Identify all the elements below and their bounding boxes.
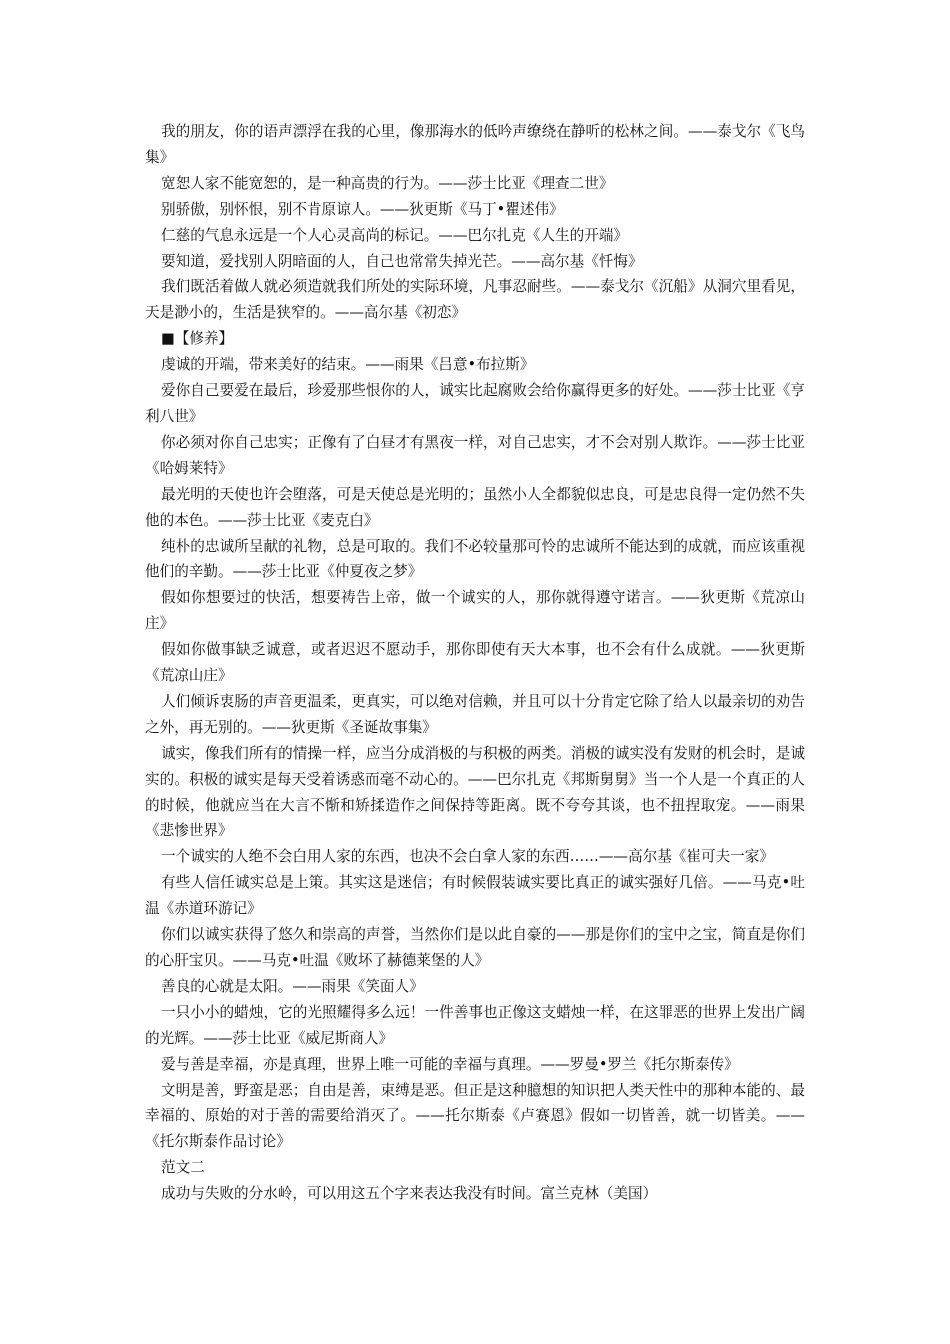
quote-paragraph: 善良的心就是太阳。——雨果《笑面人》 (161, 977, 424, 995)
quote-paragraph: 人们倾诉衷肠的声音更温柔，更真实，可以绝对信赖，并且可以十分肯定它除了给人以最亲切的劝告之外，再无别的。——狄更斯《圣诞故事集》 (145, 692, 805, 736)
quote-paragraph: 宽恕人家不能宽恕的，是一种高贵的行为。——莎士比亚《理查二世》 (161, 174, 614, 192)
quote-paragraph: 一个诚实的人绝不会白用人家的东西，也决不会白拿人家的东西……——高尔基《崔可夫一家》 (161, 848, 774, 866)
quote-paragraph: 最光明的天使也许会堕落，可是天使总是光明的；虽然小人全都貌似忠良，可是忠良得一定仍然不失他的本色。——莎士比亚《麦克白》 (145, 485, 805, 529)
quote-paragraph: 仁慈的气息永远是一个人心灵高尚的标记。——巴尔扎克《人生的开端》 (161, 226, 629, 244)
quote-paragraph: 有些人信任诚实总是上策。其实这是迷信；有时候假装诚实要比真正的诚实强好几倍。——马克•吐温《赤道环游记》 (145, 874, 805, 918)
quote-paragraph: 你们以诚实获得了悠久和崇高的声誉，当然你们是以此自豪的——那是你们的宝中之宝，简直是你们的心肝宝贝。——马克•吐温《败坏了赫德莱堡的人》 (145, 926, 805, 969)
quote-paragraph: 要知道，爱找别人阴暗面的人，自己也常常失掉光芒。——高尔基《忏悔》 (161, 252, 643, 270)
quote-paragraph: 虔诚的开端，带来美好的结束。——雨果《吕意•布拉斯》 (161, 356, 535, 374)
quote-paragraph: 别骄傲，别怀恨，别不肯原谅人。——狄更斯《马丁•瞿述伟》 (161, 200, 564, 218)
quote-paragraph: 诚实，像我们所有的情操一样，应当分成消极的与积极的两类。消极的诚实没有发财的机会时，是诚实的。积极的诚实是每天受着诱惑而毫不动心的。——巴尔扎克《邦斯舅舅》当一个人是一个真正的人的时候，他就应当在大言不惭和矫揉造作之间保持等距离。既不夸夸其谈，也不扭捏取宠。——雨果《悲惨世界》 (145, 744, 805, 840)
quote-paragraph: 一只小小的蜡烛，它的光照耀得多么远！一件善事也正像这支蜡烛一样，在这罪恶的世界上发出广阔的光辉。——莎士比亚《威尼斯商人》 (145, 1003, 805, 1047)
quote-paragraph: 假如你想要过的快活，想要祷告上帝，做一个诚实的人，那你就得遵守诺言。——狄更斯《荒凉山庄》 (145, 589, 805, 633)
quote-paragraph: 假如你做事缺乏诚意，或者迟迟不愿动手，那你即使有天大本事，也不会有什么成就。——狄更斯《荒凉山庄》 (145, 641, 805, 685)
document-body (145, 119, 805, 1207)
section-heading: ■【修养】 (161, 330, 234, 348)
quote-paragraph: 你必须对你自己忠实；正像有了白昼才有黑夜一样，对自己忠实，才不会对别人欺诈。——莎士比亚《哈姆莱特》 (145, 433, 805, 477)
quote-paragraph: 我的朋友，你的语声漂浮在我的心里，像那海水的低吟声缭绕在静听的松林之间。——泰戈尔《飞鸟集》 (145, 123, 805, 166)
section-label: 范文二 (161, 1159, 205, 1177)
quote-paragraph: 爱与善是幸福，亦是真理，世界上唯一可能的幸福与真理。——罗曼•罗兰《托尔斯泰传》 (161, 1055, 739, 1073)
quote-paragraph: 成功与失败的分水岭，可以用这五个字来表达我没有时间。富兰克林（美国） (161, 1185, 658, 1203)
quote-paragraph: 我们既活着做人就必须造就我们所处的实际环境，凡事忍耐些。——泰戈尔《沉船》从洞穴里看见，天是渺小的，生活是狭窄的。——高尔基《初恋》 (145, 278, 805, 322)
quote-paragraph: 文明是善，野蛮是恶；自由是善，束缚是恶。但正是这种臆想的知识把人类天性中的那种本能的、最幸福的、原始的对于善的需要给消灭了。——托尔斯泰《卢赛恩》假如一切皆善，就一切皆美。——《托尔斯泰作品讨论》 (145, 1081, 805, 1151)
quote-paragraph: 纯朴的忠诚所呈献的礼物，总是可取的。我们不必较量那可怜的忠诚所不能达到的成就，而应该重视他们的辛勤。——莎士比亚《仲夏夜之梦》 (145, 537, 805, 581)
quote-paragraph: 爱你自己要爱在最后，珍爱那些恨你的人，诚实比起腐败会给你赢得更多的好处。——莎士比亚《亨利八世》 (145, 382, 805, 425)
